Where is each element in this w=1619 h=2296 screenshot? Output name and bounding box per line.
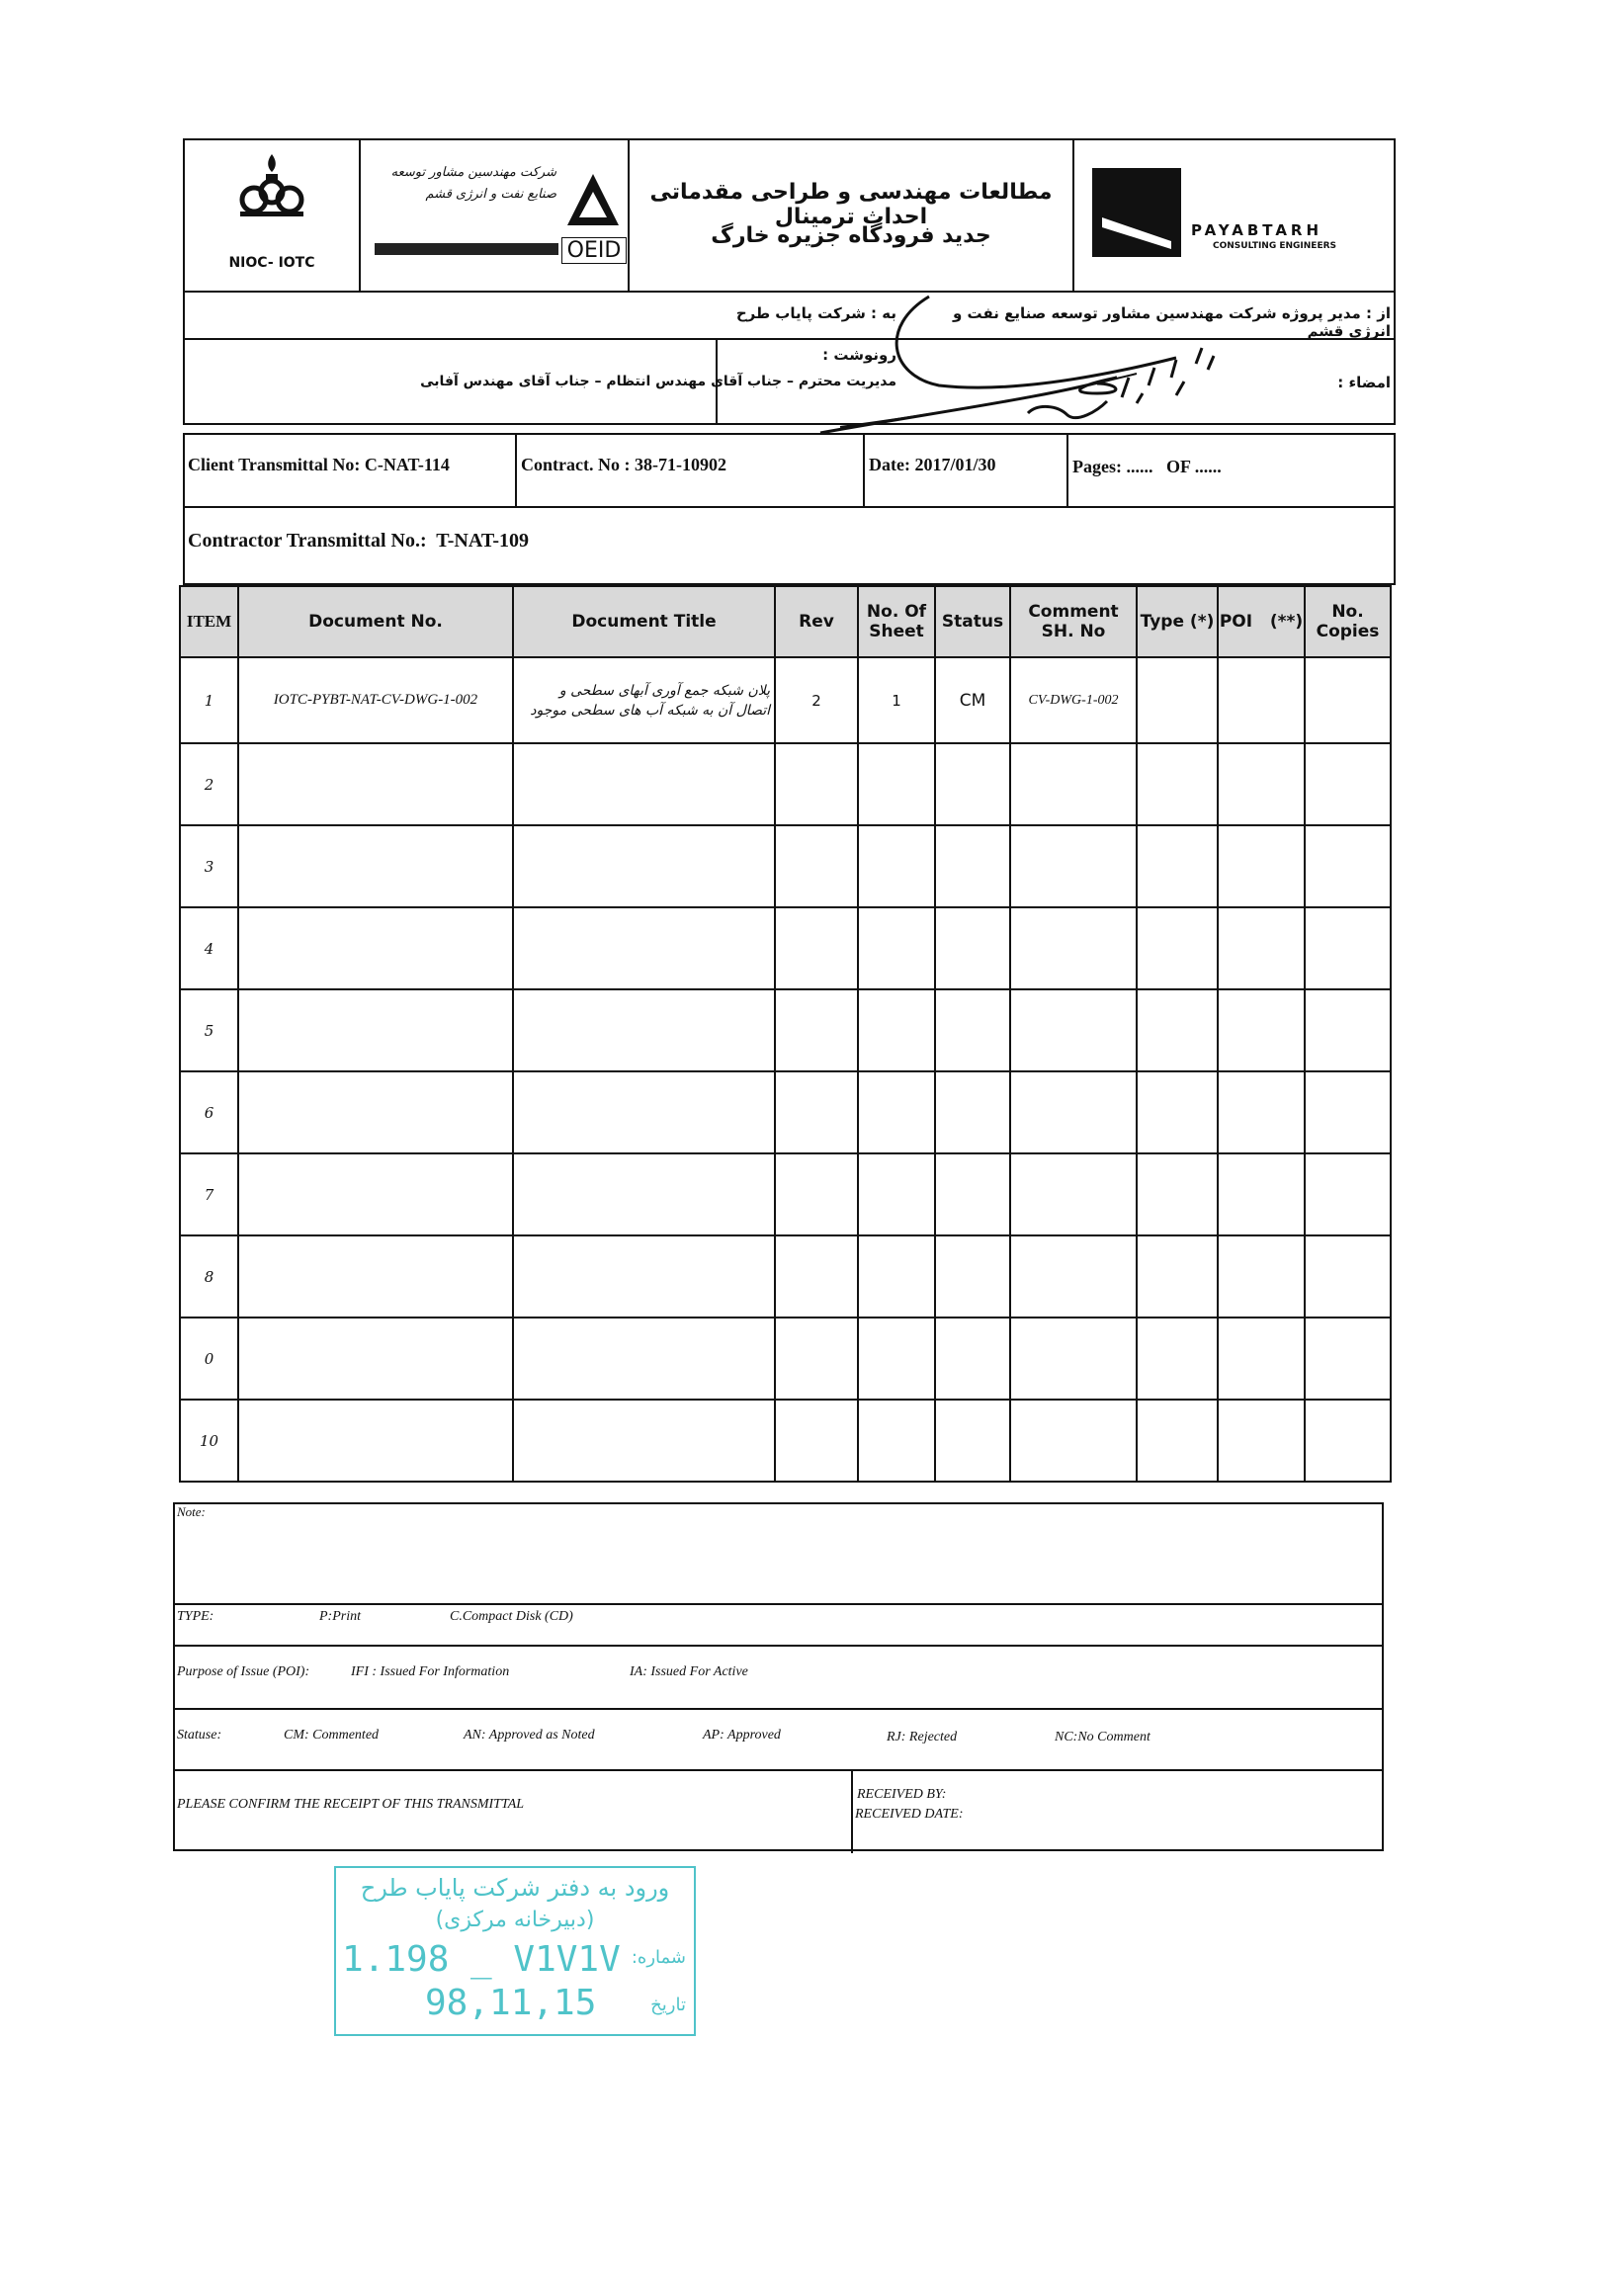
- cell: [858, 1400, 935, 1482]
- cell: [238, 907, 513, 989]
- cell: [935, 1153, 1010, 1235]
- cell: [1137, 1153, 1218, 1235]
- table-row: [180, 1071, 1391, 1153]
- col-header-document-title: Document Title: [513, 586, 775, 657]
- contractor-transmittal-row: [183, 508, 1396, 585]
- status-ap: AP: Approved: [703, 1728, 781, 1743]
- cell: [238, 1318, 513, 1400]
- cell: [513, 1235, 775, 1318]
- cell: [1137, 825, 1218, 907]
- nioc-logo: [232, 148, 311, 227]
- row-copies: [1305, 657, 1391, 743]
- confirm-receipt-text: PLEASE CONFIRM THE RECEIPT OF THIS TRANSMITTAL: [177, 1797, 525, 1812]
- col-header-comment-sh-no: Comment SH. No: [1010, 586, 1137, 657]
- cell: [775, 1071, 858, 1153]
- transmittal-info-row: [183, 433, 1396, 508]
- stamp-number-value: 1.198 _ V1V1V: [342, 1939, 621, 1980]
- cell: [935, 1235, 1010, 1318]
- col-header-type: Type (*): [1137, 586, 1218, 657]
- cell: [1010, 1153, 1137, 1235]
- cc-value: مدیریت محترم – جناب آقای مهندس انتظام – جناب آقای مهندس آفابی: [420, 374, 896, 389]
- row-type: [1137, 657, 1218, 743]
- cell: [513, 1400, 775, 1482]
- cell: [1305, 1400, 1391, 1482]
- payabtarh-name: PAYABTARH: [1191, 221, 1323, 239]
- documents-table: [179, 585, 1392, 1483]
- cell: [513, 1153, 775, 1235]
- cell: [238, 1235, 513, 1318]
- cell: [1305, 1235, 1391, 1318]
- divider: [515, 435, 517, 506]
- nioc-logo-text: NIOC- IOTC: [228, 255, 315, 271]
- cell: [858, 1235, 935, 1318]
- table-row: [180, 825, 1391, 907]
- cell: [238, 1153, 513, 1235]
- table-row: [180, 743, 1391, 825]
- cell: [1137, 1071, 1218, 1153]
- cell: [775, 743, 858, 825]
- cell: [1305, 825, 1391, 907]
- cell: [1010, 1235, 1137, 1318]
- cell: [858, 743, 935, 825]
- cell: [775, 825, 858, 907]
- note-label: Note:: [177, 1504, 206, 1519]
- payabtarh-subtitle: CONSULTING ENGINEERS: [1213, 241, 1337, 251]
- document-header: [183, 138, 1396, 293]
- divider: [863, 435, 865, 506]
- row-item: 0: [180, 1318, 238, 1400]
- type-label: TYPE:: [177, 1609, 214, 1624]
- cell: [858, 1318, 935, 1400]
- status-an: AN: Approved as Noted: [464, 1728, 595, 1743]
- notes-divider: [175, 1769, 1382, 1771]
- received-by-label: RECEIVED BY:: [857, 1787, 947, 1802]
- transmittal-date: Date: 2017/01/30: [869, 455, 996, 474]
- notes-block: [173, 1502, 1384, 1851]
- table-row: [180, 1235, 1391, 1318]
- cell: [1218, 1400, 1305, 1482]
- cell: [513, 907, 775, 989]
- table-row: [180, 657, 1391, 743]
- row-rev: 2: [775, 657, 858, 743]
- cell: [775, 907, 858, 989]
- contractor-transmittal-no: Contractor Transmittal No.: T-NAT-109: [188, 530, 529, 552]
- cell: [238, 743, 513, 825]
- col-header-no-copies: No. Copies: [1305, 586, 1391, 657]
- oeid-persian-name: شرکت مهندسین مشاور توسعه صنایع نفت و انرژی قشم: [390, 165, 556, 202]
- receipt-stamp: [334, 1866, 696, 2036]
- payabtarh-logo: [1092, 168, 1181, 257]
- table-row: [180, 1318, 1391, 1400]
- stamp-date-value: 98,11,15: [425, 1983, 597, 2023]
- status-label: Statuse:: [177, 1728, 222, 1743]
- cell: [1010, 989, 1137, 1071]
- stamp-line2: (دبیرخانه مرکزی): [435, 1908, 595, 1932]
- cell: [858, 989, 935, 1071]
- row-sheets: 1: [858, 657, 935, 743]
- notes-divider: [175, 1603, 1382, 1605]
- handwritten-signature: [781, 287, 1255, 445]
- cell: [935, 1400, 1010, 1482]
- stamp-line1: ورود به دفتر شرکت پایاب طرح: [360, 1874, 670, 1902]
- cell: [1218, 1071, 1305, 1153]
- type-print: P:Print: [319, 1609, 361, 1624]
- row-item: 2: [180, 743, 238, 825]
- col-header-poi: POI (**): [1218, 586, 1305, 657]
- cell: [935, 825, 1010, 907]
- row-item: 3: [180, 825, 238, 907]
- col-header-rev: Rev: [775, 586, 858, 657]
- cell: [1137, 743, 1218, 825]
- cell: [775, 1318, 858, 1400]
- row-item: 8: [180, 1235, 238, 1318]
- cell: [1010, 1071, 1137, 1153]
- cell: [1305, 907, 1391, 989]
- cell: [513, 989, 775, 1071]
- cell: [1137, 907, 1218, 989]
- cell: [1010, 1400, 1137, 1482]
- row-poi: [1218, 657, 1305, 743]
- cell: [858, 907, 935, 989]
- cell: [935, 1318, 1010, 1400]
- cell: [935, 743, 1010, 825]
- col-header-status: Status: [935, 586, 1010, 657]
- cell: [1010, 825, 1137, 907]
- cell: [1010, 907, 1137, 989]
- nioc-logo-cell: [185, 140, 361, 291]
- stamp-number-label: شماره:: [631, 1947, 686, 1968]
- row-item: 4: [180, 907, 238, 989]
- contract-no: Contract. No : 38-71-10902: [521, 455, 726, 474]
- status-cm: CM: Commented: [284, 1728, 380, 1743]
- cell: [238, 825, 513, 907]
- cell: [1305, 743, 1391, 825]
- row-item: 5: [180, 989, 238, 1071]
- divider: [1066, 435, 1068, 506]
- project-title-line1: مطالعات مهندسی و طراحی مقدماتی احداث ترمینال: [649, 180, 1053, 229]
- table-row: [180, 989, 1391, 1071]
- cell: [935, 1071, 1010, 1153]
- oeid-banner-bar: [375, 243, 558, 255]
- notes-divider: [851, 1769, 853, 1853]
- row-item: 6: [180, 1071, 238, 1153]
- cell: [513, 825, 775, 907]
- cell: [775, 1153, 858, 1235]
- notes-divider: [175, 1645, 1382, 1647]
- cell: [1218, 989, 1305, 1071]
- to-field: به : شرکت پایاب طرح: [735, 304, 896, 322]
- cell: [1010, 743, 1137, 825]
- cell: [775, 989, 858, 1071]
- row-document-no: IOTC-PYBT-NAT-CV-DWG-1-002: [238, 657, 513, 743]
- row-item: 7: [180, 1153, 238, 1235]
- type-compact-disk: C.Compact Disk (CD): [450, 1609, 573, 1624]
- cell: [775, 1235, 858, 1318]
- cell: [1218, 825, 1305, 907]
- cell: [1305, 1153, 1391, 1235]
- cell: [775, 1400, 858, 1482]
- purpose-ia: IA: Issued For Active: [630, 1664, 748, 1679]
- cell: [1305, 1071, 1391, 1153]
- table-row: [180, 1400, 1391, 1482]
- pages-field: Pages: ...... OF ......: [1072, 457, 1222, 476]
- cell: [1137, 989, 1218, 1071]
- purpose-ifi: IFI : Issued For Information: [351, 1664, 510, 1679]
- signature-label: امضاء :: [1337, 374, 1391, 391]
- received-date-label: RECEIVED DATE:: [855, 1807, 964, 1822]
- table-header-row: [180, 586, 1391, 657]
- oeid-logo-cell: [361, 140, 630, 291]
- cell: [858, 1153, 935, 1235]
- row-document-title: [513, 657, 775, 743]
- row-status: CM: [935, 657, 1010, 743]
- row-item: 1: [180, 657, 238, 743]
- cell: [1218, 1318, 1305, 1400]
- stamp-date-label: تاریخ: [650, 1995, 686, 2015]
- col-header-no-of-sheet: No. Of Sheet: [858, 586, 935, 657]
- cell: [935, 989, 1010, 1071]
- purpose-label: Purpose of Issue (POI):: [177, 1664, 310, 1679]
- col-header-item: ITEM: [180, 586, 238, 657]
- cell: [858, 1071, 935, 1153]
- row-document-title-line2: اتصال آن به شبکه آب های سطحی موجود: [530, 702, 770, 719]
- table-row: [180, 907, 1391, 989]
- oeid-triangle-logo: [563, 170, 623, 229]
- cell: [1137, 1318, 1218, 1400]
- cell: [513, 1071, 775, 1153]
- cell: [1218, 743, 1305, 825]
- table-row: [180, 1153, 1391, 1235]
- cell: [1218, 1235, 1305, 1318]
- status-nc: NC:No Comment: [1055, 1730, 1150, 1744]
- col-header-document-no: Document No.: [238, 586, 513, 657]
- cell: [1137, 1400, 1218, 1482]
- cell: [1305, 1318, 1391, 1400]
- from-field: از : مدیر پروژه شرکت مهندسین مشاور توسعه صنایع نفت و انرژی قشم: [953, 304, 1391, 340]
- cell: [1305, 989, 1391, 1071]
- row-comment-sh-no: CV-DWG-1-002: [1010, 657, 1137, 743]
- project-title-cell: [630, 140, 1074, 291]
- cell: [1137, 1235, 1218, 1318]
- cell: [1010, 1318, 1137, 1400]
- status-rj: RJ: Rejected: [887, 1730, 958, 1744]
- oeid-logo-text: OEID: [561, 237, 627, 264]
- cell: [1218, 907, 1305, 989]
- cell: [935, 907, 1010, 989]
- cell: [238, 1071, 513, 1153]
- row-item: 10: [180, 1400, 238, 1482]
- row-document-title-line1: پلان شبکه جمع آوری آبهای سطحی و: [558, 682, 770, 699]
- cell: [238, 1400, 513, 1482]
- project-title-line2: جدید فرودگاه جزیره خارگ: [711, 223, 991, 248]
- cell: [513, 743, 775, 825]
- notes-divider: [175, 1708, 1382, 1710]
- payabtarh-logo-cell: [1074, 140, 1394, 291]
- cc-label: رونوشت :: [822, 346, 896, 364]
- cell: [513, 1318, 775, 1400]
- cell: [1218, 1153, 1305, 1235]
- client-transmittal-no: Client Transmittal No: C-NAT-114: [188, 455, 450, 474]
- cell: [858, 825, 935, 907]
- cell: [238, 989, 513, 1071]
